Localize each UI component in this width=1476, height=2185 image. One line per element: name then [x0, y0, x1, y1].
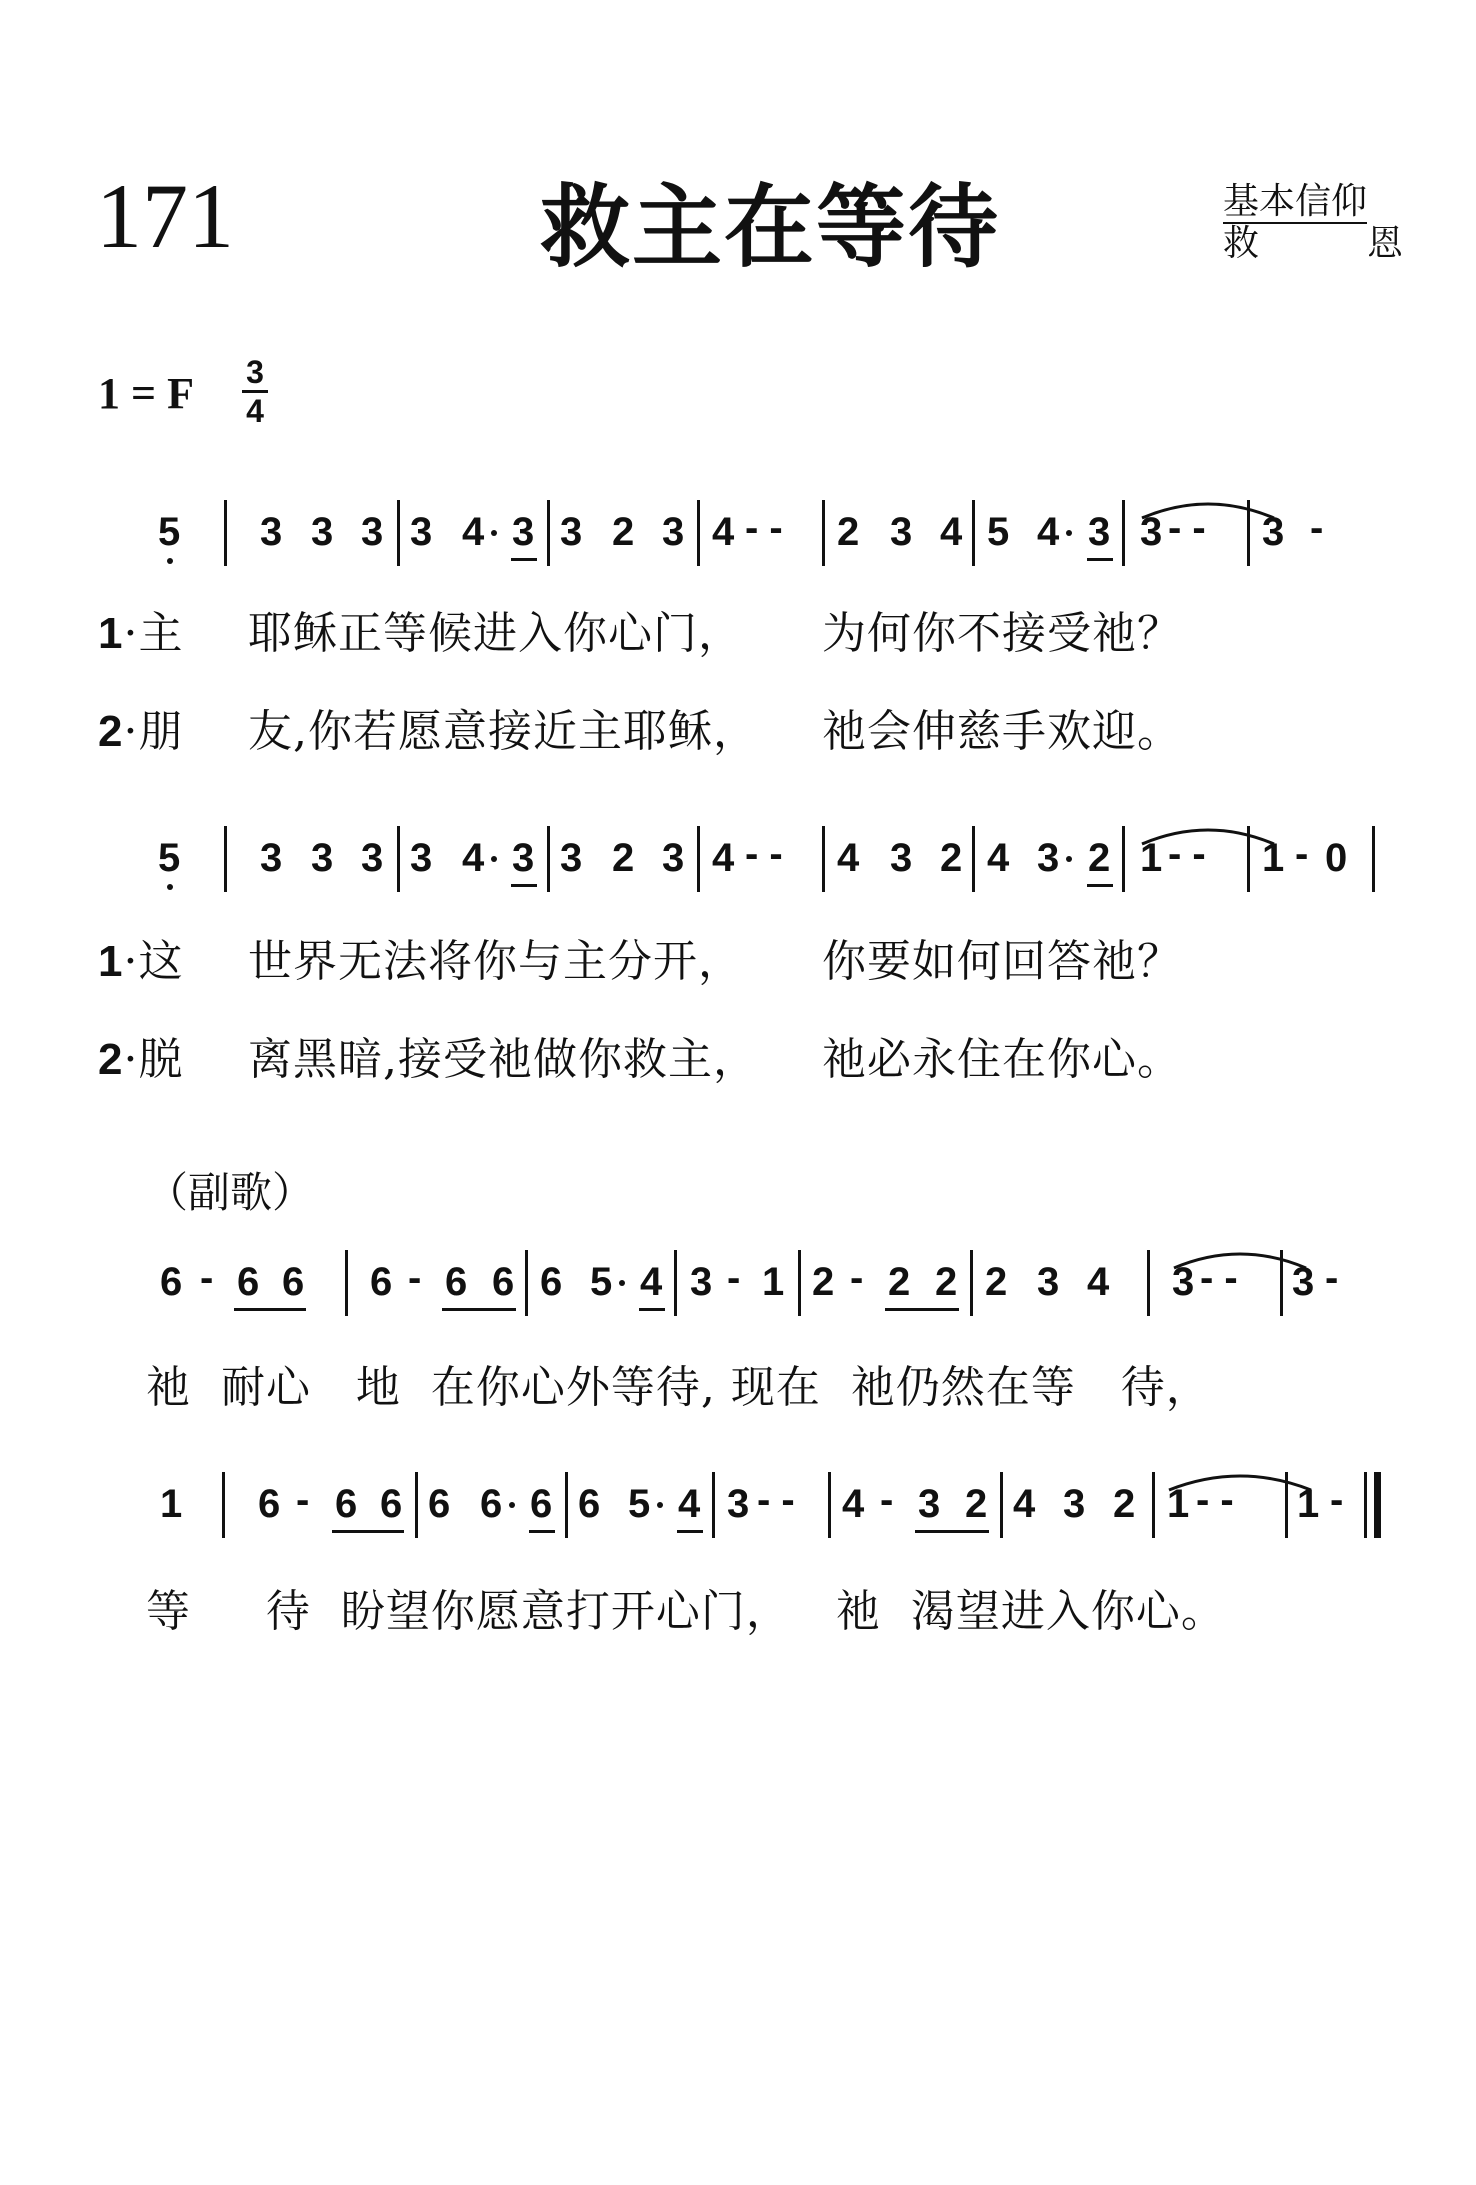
author-label: 救 恩	[1223, 223, 1404, 264]
verse-1-line-2: 1·这	[98, 936, 184, 987]
verse-1-line-2-end: 你要如何回答祂？	[822, 936, 1182, 987]
chorus-line-2: 等 待 盼望你愿意打开心门， 祂 渴望进入你心。	[146, 1586, 1226, 1637]
notation-system-1: 5 3 3 3 3 4 3 3 2 3 4 - - 2 3 4 5 4 3 3 - - 3 -	[0, 500, 1476, 590]
key-signature: 1 = F	[98, 369, 194, 418]
chorus-label: （副歌）	[146, 1168, 315, 1217]
verse-2-line-2-text: 离黑暗,接受祂做你救主，	[248, 1034, 758, 1085]
verse-1-line-1-text: 耶稣正等候进入你心门，	[248, 608, 743, 659]
verse-1-line-1-end: 为何你不接受祂？	[822, 608, 1182, 659]
time-signature: $\frac{3}{4}$	[242, 356, 268, 427]
hymn-title: 救主在等待	[540, 174, 1000, 280]
verse-1-line-1: 1·主	[98, 608, 184, 659]
verse-2-line-1-text: 友,你若愿意接近主耶稣，	[248, 706, 758, 757]
verse-1-line-2-text: 世界无法将你与主分开，	[248, 936, 743, 987]
verse-2-line-2-end: 祂必永住在你心。	[822, 1034, 1182, 1085]
chorus-line-1: 祂 耐心 地 在你心外等待, 现在 祂仍然在等 待，	[146, 1362, 1211, 1413]
verse-2-line-2: 2·脱	[98, 1034, 184, 1085]
category-label: 基本信仰	[1223, 181, 1368, 222]
hymn-number: 171	[96, 165, 234, 267]
notation-system-3: 6 - 6 6 6 - 6 6 6 5 4 3 - 1 2 - 2 2 2 3 4 3 - - 3 -	[0, 1250, 1476, 1340]
notation-system-4: 1 6 - 6 6 6 6 6 6 5 4 3 - - 4 - 3 2 4 3 2 1 - - 1 -	[0, 1472, 1476, 1562]
verse-2-line-1: 2·朋	[98, 706, 184, 757]
notation-system-2: 5 3 3 3 3 4 3 3 2 3 4 - - 4 3 2 4 3 2 1 - - 1 - 0	[0, 826, 1476, 916]
verse-2-line-1-end: 祂会伸慈手欢迎。	[822, 706, 1182, 757]
